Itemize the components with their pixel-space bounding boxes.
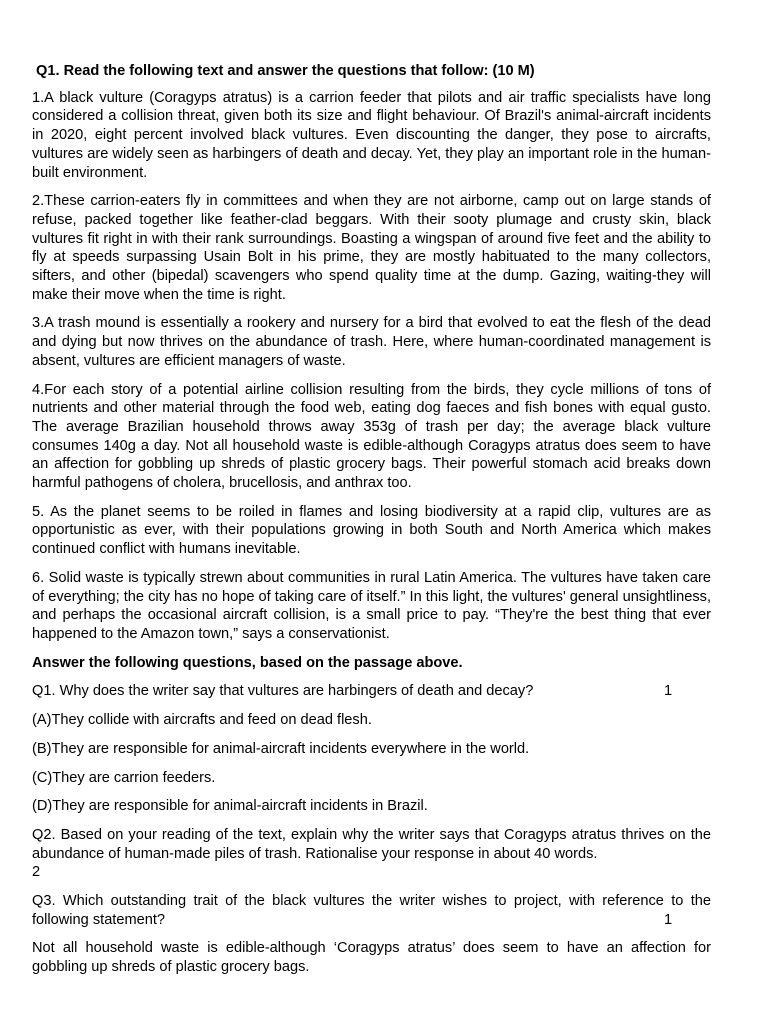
- passage-paragraph-1: 1.A black vulture (Coragyps atratus) is a carrion feeder that pilots and air traffic specialists have long considered a collision threat, given both its size and flight behaviour. Of Brazil's animal-aircraft incidents in 2020, eight percent involved black vultures. Even discounting the danger, they pose to aircrafts, vultures are widely seen as harbingers of death and decay. Yet, they play an important role in the human- built environment.: [32, 89, 711, 181]
- question-3-text: Q3. Which outstanding trait of the black vultures the writer wishes to project, with reference to the following statement?: [32, 893, 711, 928]
- passage-paragraph-2: 2.These carrion-eaters fly in committees and when they are not airborne, camp out on large stands of refuse, packed together like feather-clad beggars. With their sooty plumage and crusty skin, black vultures fit right in with their rank surroundings. Boasting a wingspan of around five feet and the ability to fly at speeds surpassing Usain Bolt in his prime, they are mostly habituated to the many collectors, sifters, and other (bipedal) scavengers who spend quality time at the dump. Gazing, waiting-they will make their move when the time is right.: [32, 193, 711, 303]
- question-3-statement: Not all household waste is edible-although ‘Coragyps atratus’ does seem to have an affection for gobbling up shreds of plastic grocery bags.: [32, 940, 711, 976]
- passage-paragraph-5: 5. As the planet seems to be roiled in flames and losing biodiversity at a rapid clip, vultures are as opportunistic as ever, with their populations growing in both South and North America which makes continued conflict with humans inevitable.: [32, 503, 711, 558]
- option-d: (D)They are responsible for animal-aircraft incidents in Brazil.: [32, 798, 428, 815]
- passage-paragraph-4: 4.For each story of a potential airline collision resulting from the birds, they cycle millions of tons of nutrients and other material through the food web, eating dog faeces and fish bones with equal gusto. The average Brazilian household throws away 353g of trash per day; the average black vulture consumes 140g a day. Not all household waste is edible-although Coragyps atratus does seem to have an affection for gobbling up shreds of plastic grocery bags. Their powerful stomach acid breaks down harmful pathogens of cholera, brucellosis, and anthrax too.: [32, 381, 711, 492]
- option-b: (B)They are responsible for animal-aircraft incidents everywhere in the world.: [32, 740, 530, 757]
- question-2: [32, 826, 711, 882]
- question-1-text: Q1. Why does the writer say that vultures are harbingers of death and decay?: [32, 683, 534, 700]
- question-1-marks: 1: [664, 683, 673, 700]
- question-3-marks: 1: [664, 911, 673, 928]
- question-2-marks: 2: [32, 864, 41, 881]
- questions-heading: Answer the following questions, based on the passage above.: [32, 654, 463, 671]
- passage-paragraph-6: 6. Solid waste is typically strewn about communities in rural Latin America. The vultures have taken care of everything; the city has no hope of taking care of itself.” In this light, the vultures' general unsightliness, and perhaps the occasional aircraft collision, is a small price to pay. “They're the best thing that ever happened to the Amazon town,” says a conservationist.: [32, 569, 711, 642]
- question-2-text: Q2. Based on your reading of the text, explain why the writer says that Coragyps atratus thrives on the abundance of human-made piles of trash. Rationalise your response in about 40 words.: [32, 826, 711, 862]
- passage-paragraph-3: 3.A trash mound is essentially a rookery and nursery for a bird that evolved to eat the flesh of the dead and dying but now thrives on the abundance of trash. Here, where human-coordinated management is absent, vultures are efficient managers of waste.: [32, 315, 711, 369]
- question-3: [32, 892, 711, 929]
- question-title: Q1. Read the following text and answer the questions that follow: (10 M): [36, 63, 535, 79]
- option-c: (C)They are carrion feeders.: [32, 769, 216, 786]
- document-page: [32, 62, 711, 987]
- option-a: (A)They collide with aircrafts and feed on dead flesh.: [32, 712, 372, 729]
- question-1: [32, 682, 711, 701]
